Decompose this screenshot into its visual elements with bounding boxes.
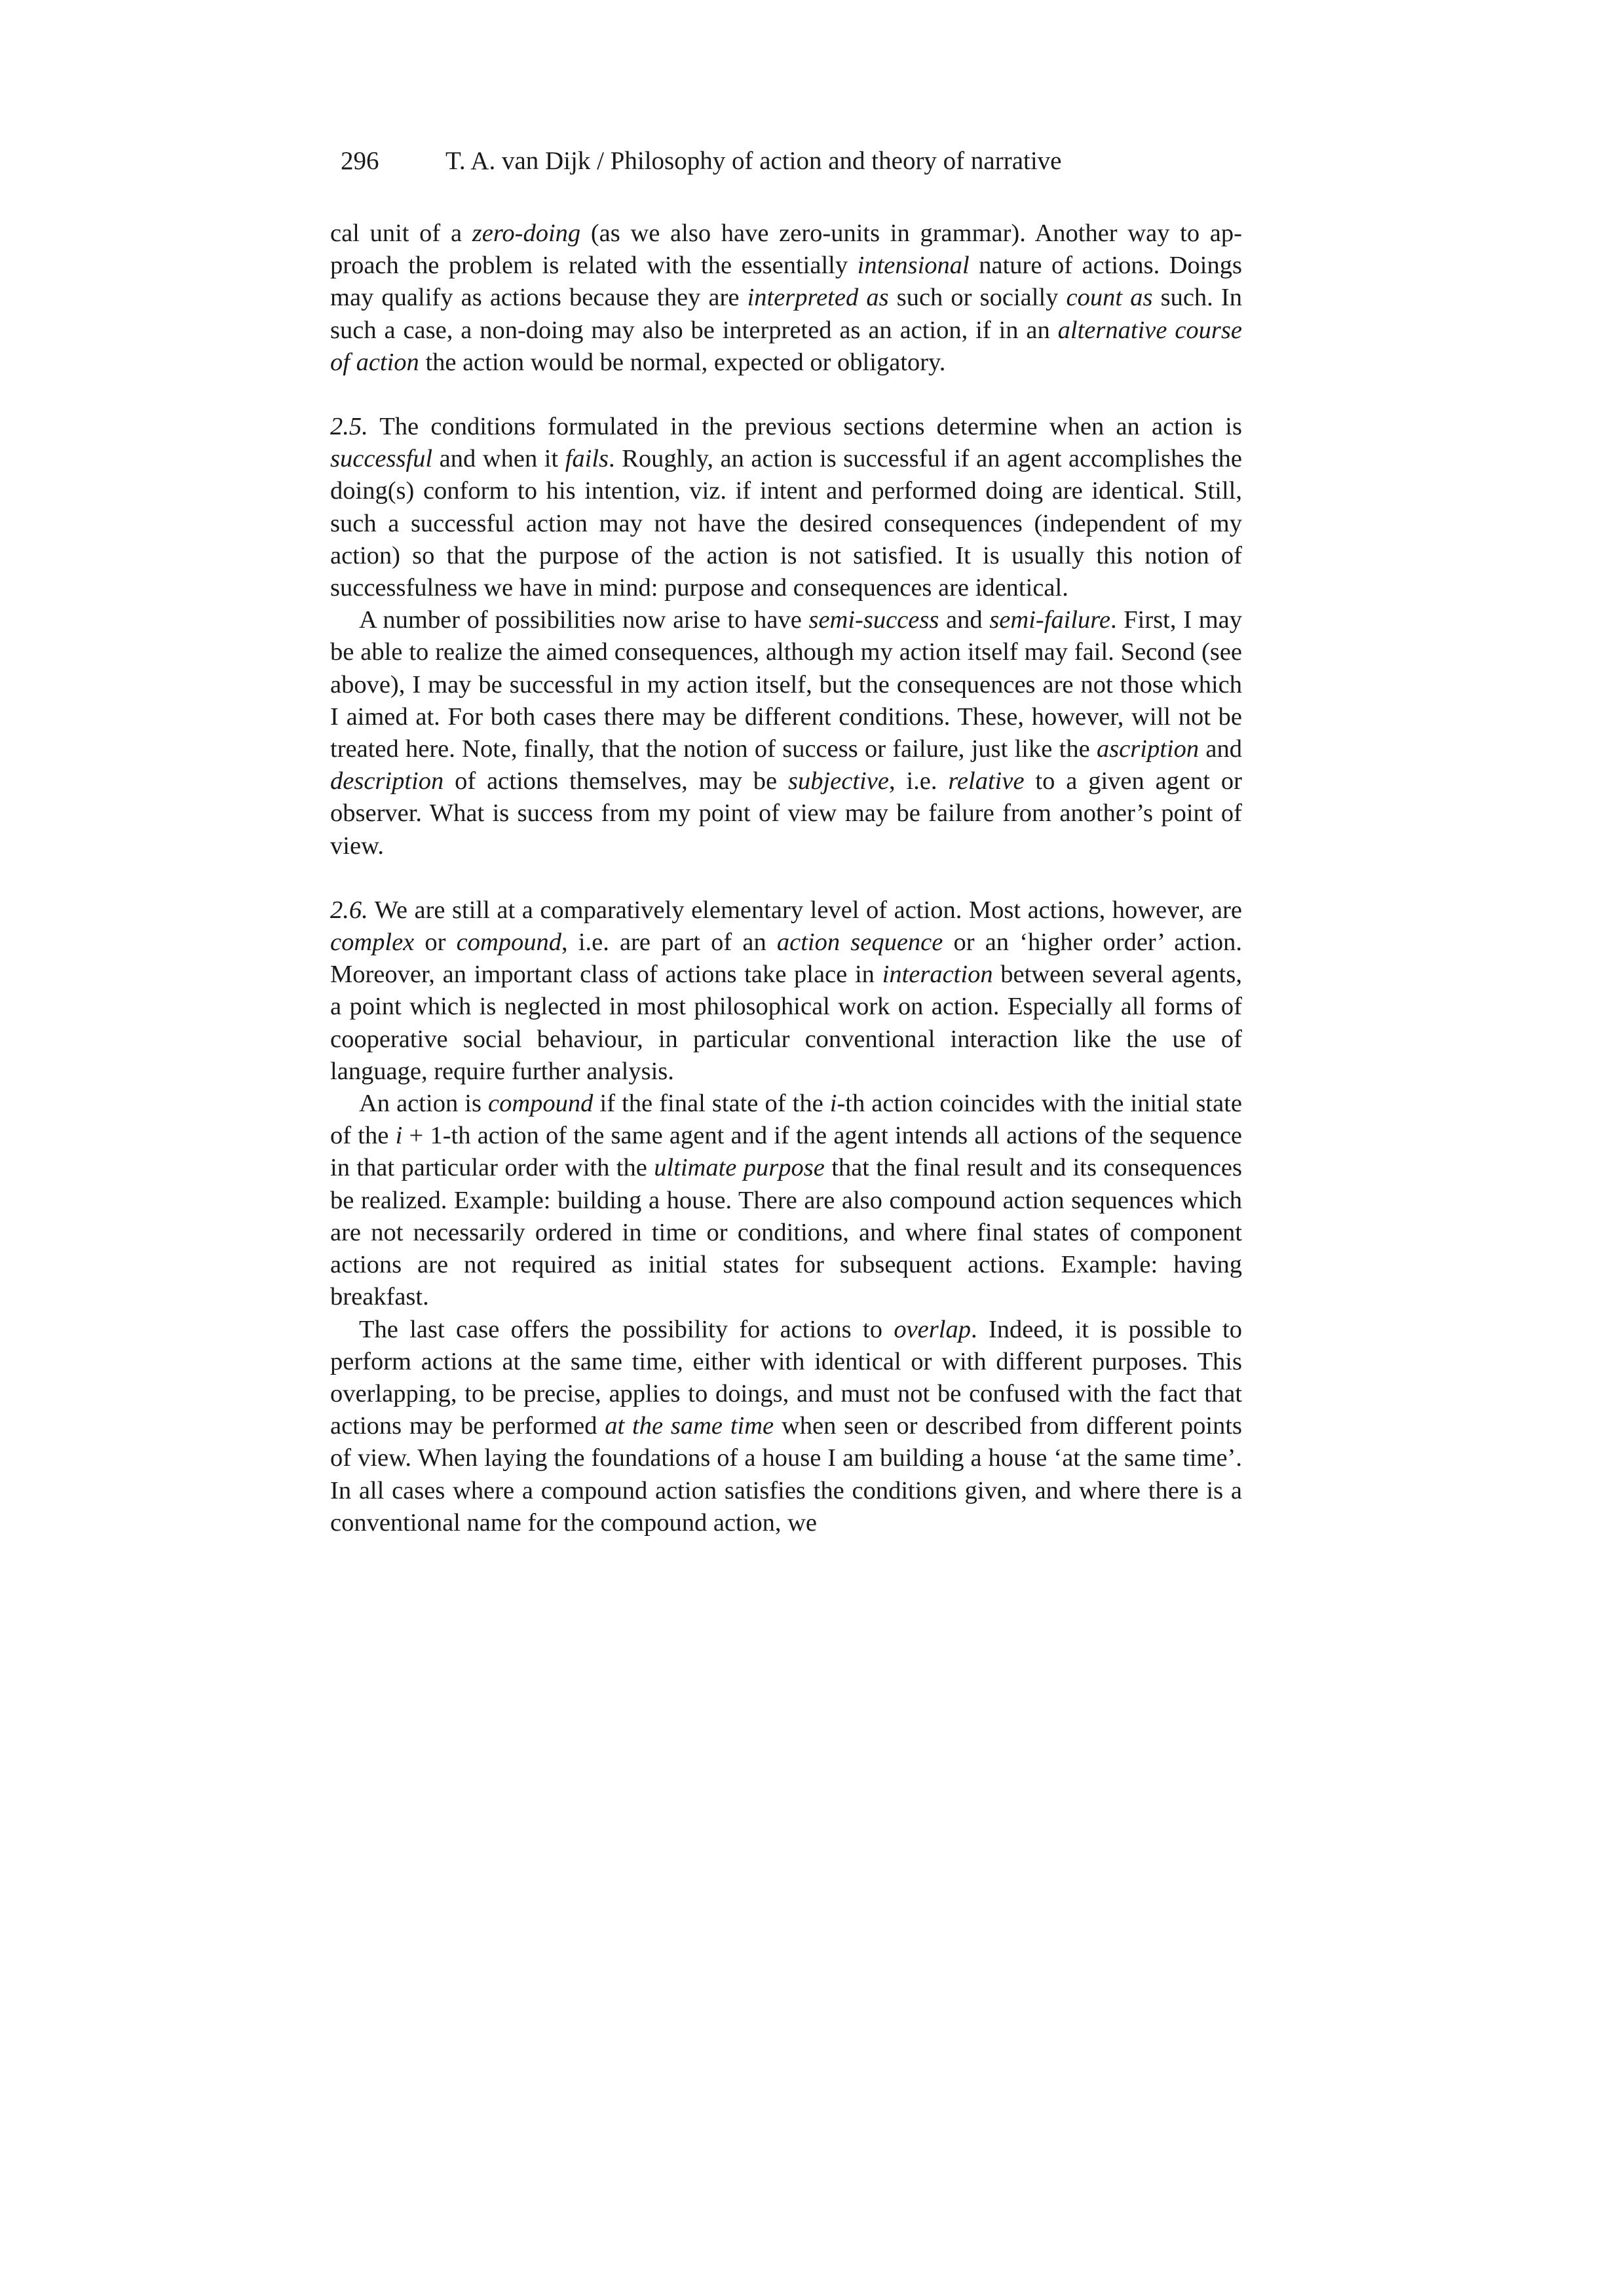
text-segment: the action would be normal, expected or obligatory. (419, 348, 946, 376)
italic-text-segment: subjective (788, 767, 889, 795)
italic-text-segment: complex (330, 928, 415, 957)
text-segment: such. In such a case, a non-doing may also be interpreted as an action, if in an (330, 284, 1242, 344)
text-segment: . Roughly, an action is successful if an agent accomplishes the doing(s) conform to his intention, viz. if intent and performed doing are identical. Still, such a successful action may not have the desired consequences (independent of my action) so that the purpose of the action is not satisfied. It is usually this notion of successfulness we have in mind: purpose and consequences are identical. (330, 445, 1242, 602)
text-segment: The conditions formulated in the previous sections determine when an action is (368, 413, 1242, 441)
text-segment: (as we also have zero-units in grammar). Another way to approach the problem is related with the essentially (330, 220, 1242, 280)
text-segment: We are still at a comparatively elementary level of action. Most actions, however, are (368, 896, 1242, 924)
italic-text-segment: 2.5. (330, 413, 368, 441)
italic-text-segment: ascription (1096, 735, 1199, 763)
text-segment: and (1199, 735, 1242, 763)
text-segment: nature of actions. Doings may qualify as actions because they are (330, 252, 1242, 312)
italic-text-segment: semi-failure (989, 606, 1110, 634)
text-segment: -th action coincides with the initial state of the (330, 1090, 1242, 1150)
italic-text-segment: zero-doing (472, 220, 581, 247)
italic-text-segment: count as (1066, 284, 1153, 312)
italic-text-segment: interpreted as (747, 284, 889, 312)
italic-text-segment: overlap (894, 1315, 971, 1343)
text-segment: that the final result and its consequences be realized. Example: building a house. There are also compound action sequences which are not necessarily ordered in time or conditions, and where final states of component actions are not required as initial states for subsequent actions. Example: having breakfast. (330, 1154, 1242, 1311)
text-segment: or an ‘higher order’ action. Moreover, an important class of actions take place in (330, 928, 1242, 989)
italic-text-segment: description (330, 767, 444, 795)
text-segment: between several agents, a point which is neglected in most philosophical work on action. Especially all forms of cooperative social behaviour, in particular conventional interaction like the use of language, require further analysis. (330, 961, 1242, 1085)
italic-text-segment: intensional (857, 252, 970, 280)
text-segment: A number of possibilities now arise to have (359, 606, 809, 634)
text-segment: such or socially (888, 284, 1067, 312)
italic-text-segment: i (395, 1122, 403, 1150)
text-segment: of actions themselves, may be (444, 767, 788, 795)
paragraph-2-5 (330, 411, 1242, 604)
italic-text-segment: action sequence (776, 928, 943, 957)
italic-text-segment: compound (488, 1090, 594, 1118)
text-segment: if the final state of the (593, 1090, 830, 1118)
italic-text-segment: relative (948, 767, 1025, 795)
italic-text-segment: interaction (882, 961, 993, 989)
paragraph-2-6 (330, 894, 1242, 1088)
italic-text-segment: compound (456, 928, 562, 957)
text-segment: . First, I may be able to realize the aimed consequences, although my action itself may fail. Second (see above), I may be successful in my action itself, but the consequences are not those which I aimed at. For both cases there may be different conditions. These, however, will not be treated here. Note, finally, that the notion of success or failure, just like the (330, 606, 1242, 763)
paragraph-semi-success (330, 604, 1242, 862)
paragraph-compound-action (330, 1088, 1242, 1313)
text-segment: or (414, 928, 457, 957)
text-segment: and (939, 606, 990, 634)
text-segment: , i.e. are part of an (561, 928, 777, 957)
running-title: T. A. van Dijk / Philosophy of action and theory of narrative (445, 147, 1062, 175)
text-segment: An action is (359, 1090, 489, 1118)
text-segment: cal unit of a (330, 220, 472, 247)
running-header (341, 145, 1245, 177)
text-segment: to a given agent or observer. What is success from my point of view may be failure from another’s point of view. (330, 767, 1242, 860)
paragraph-overlap (330, 1314, 1242, 1539)
text-segment: when seen or described from different points of view. When laying the foundations of a house I am building a house ‘at the same time’. In all cases where a compound action satisfies the conditions given, and where there is a conventional name for the compound action, we (330, 1412, 1243, 1537)
italic-text-segment: i (829, 1090, 837, 1118)
text-segment: + 1-th action of the same agent and if the agent intends all actions of the sequence in that particular order with the (330, 1122, 1243, 1182)
italic-text-segment: semi-success (808, 606, 939, 634)
text-segment: . Indeed, it is possible to perform actions at the same time, either with identical or with different purposes. This overlapping, to be precise, applies to doings, and must not be confused with the fact that actions may be performed (330, 1315, 1243, 1440)
italic-text-segment: alternative course of action (330, 316, 1242, 376)
italic-text-segment: ultimate purpose (654, 1154, 825, 1182)
page-number: 296 (341, 147, 379, 175)
italic-text-segment: successful (330, 445, 433, 473)
text-segment: and when it (432, 445, 565, 473)
text-segment: The last case offers the possibility for actions to (359, 1315, 894, 1343)
italic-text-segment: 2.6. (330, 896, 368, 924)
paragraph-zero-doing (330, 218, 1242, 379)
body-text (330, 218, 1242, 1539)
text-segment: , i.e. (888, 767, 949, 795)
italic-text-segment: fails (565, 445, 609, 473)
italic-text-segment: at the same time (605, 1412, 774, 1440)
